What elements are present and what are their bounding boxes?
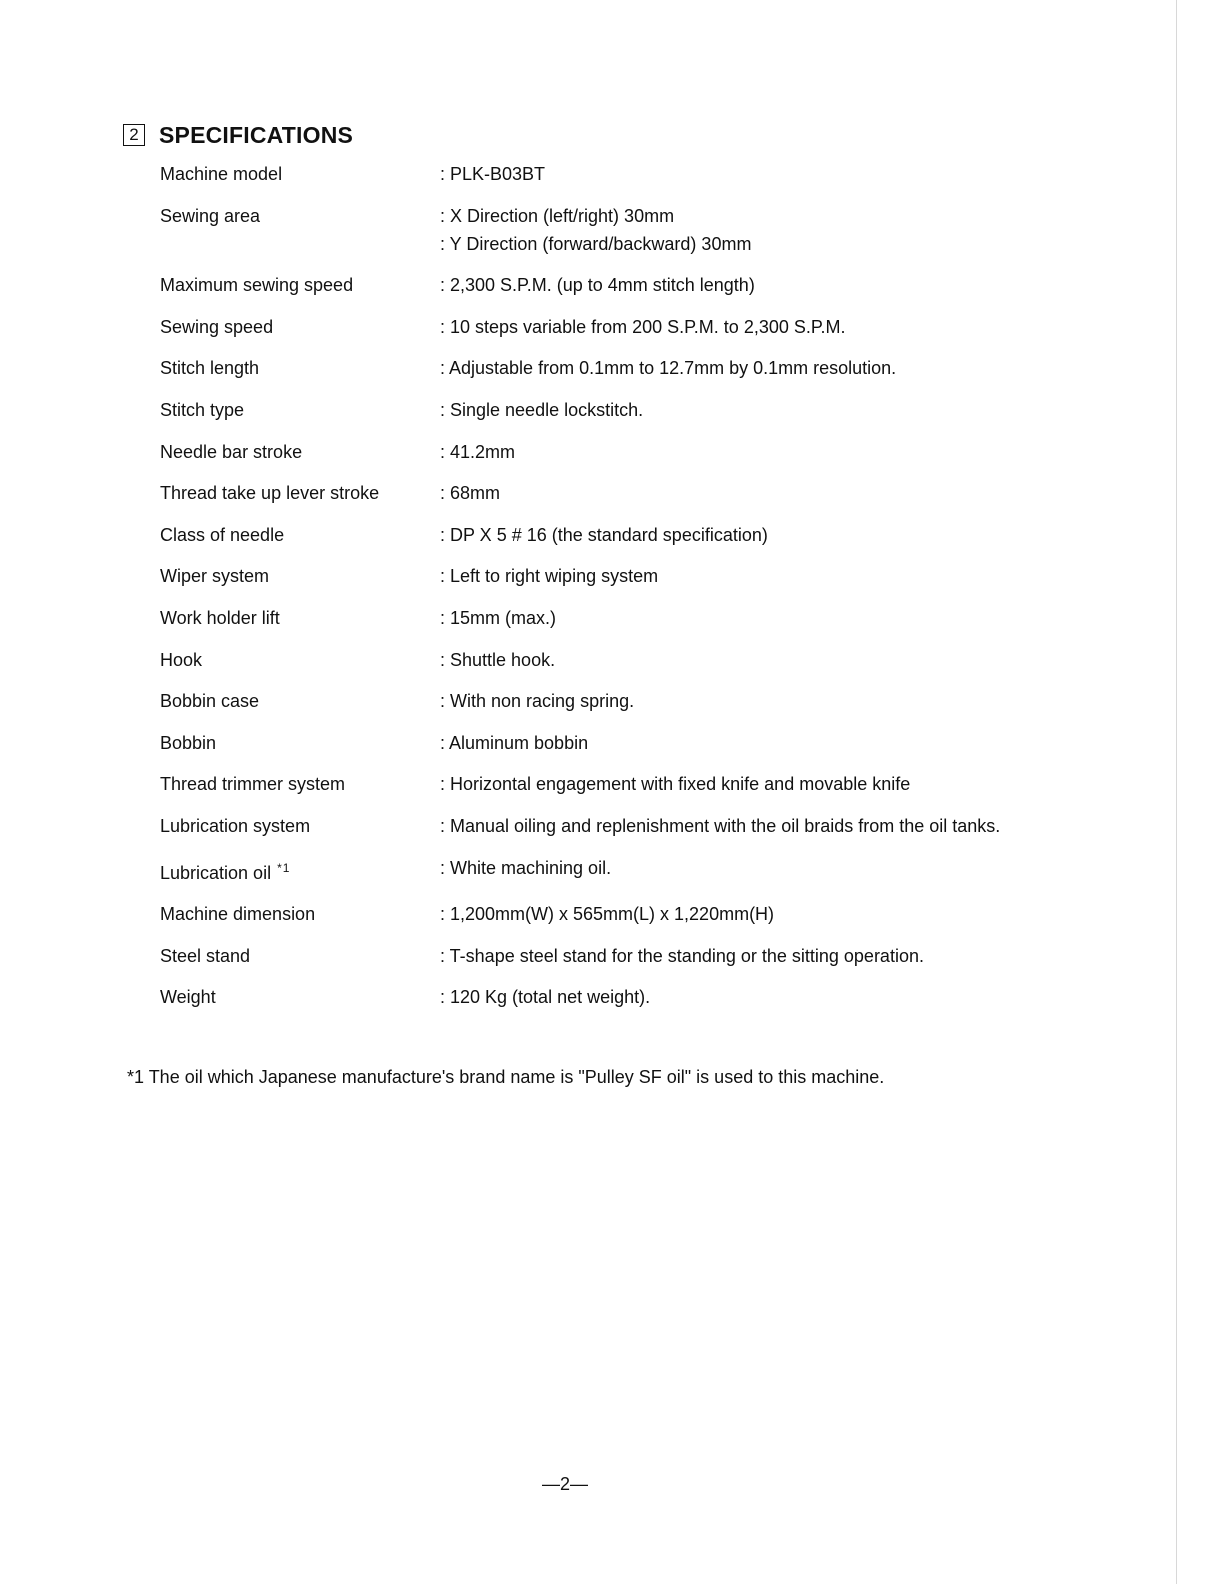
- spec-value: [440, 160, 1020, 188]
- spec-value-line: : T-shape steel stand for the standing or the sitting operation.: [440, 945, 924, 966]
- spec-value: [440, 812, 1020, 840]
- spec-value: [440, 604, 1020, 632]
- spec-row: [160, 202, 1020, 258]
- spec-row: [160, 438, 1020, 466]
- spec-row: [160, 942, 1020, 970]
- spec-value: [440, 271, 1020, 299]
- spec-label: Steel stand: [160, 945, 251, 966]
- spec-value-line: : Aluminum bobbin: [440, 732, 589, 753]
- spec-value: [440, 396, 1020, 424]
- spec-value: [440, 562, 1020, 590]
- spec-value-line: : 41.2mm: [440, 441, 516, 462]
- spec-row: [160, 313, 1020, 341]
- spec-row: [160, 562, 1020, 590]
- spec-value: [440, 942, 1020, 970]
- spec-value-line: : DP X 5 # 16 (the standard specification): [440, 524, 768, 545]
- spec-value-line: : White machining oil.: [440, 857, 612, 878]
- spec-value-line: : Horizontal engagement with fixed knife and movable knife: [440, 774, 911, 795]
- spec-label: Thread take up lever stroke: [160, 483, 380, 504]
- spec-label: [160, 854, 440, 887]
- spec-label: Thread trimmer system: [160, 774, 346, 795]
- spec-label-text: Lubrication oil: [160, 862, 272, 883]
- spec-label: Needle bar stroke: [160, 441, 303, 462]
- spec-label: Machine model: [160, 164, 283, 184]
- spec-value-line: : Left to right wiping system: [440, 566, 659, 587]
- spec-value-line: : 68mm: [440, 483, 501, 504]
- spec-value-line: : Manual oiling and replenishment with the oil braids from the oil tanks.: [440, 815, 1001, 836]
- spec-row: [160, 983, 1020, 1011]
- spec-label: Bobbin case: [160, 691, 260, 712]
- spec-row: [160, 521, 1020, 549]
- footnote-marker: *1: [277, 860, 291, 875]
- spec-row: [160, 729, 1020, 757]
- spec-label: Work holder lift: [160, 607, 280, 628]
- spec-row: [160, 770, 1020, 798]
- spec-value-line: : Shuttle hook.: [440, 649, 556, 670]
- spec-row: [160, 396, 1020, 424]
- spec-row: [160, 160, 1020, 188]
- spec-label: Sewing speed: [160, 316, 274, 337]
- spec-label: Maximum sewing speed: [160, 275, 354, 296]
- spec-value-line: : Y Direction (forward/backward) 30mm: [440, 233, 752, 254]
- spec-label: Stitch type: [160, 399, 245, 420]
- spec-value-line: : 2,300 S.P.M. (up to 4mm stitch length): [440, 275, 755, 296]
- spec-value-line: : 15mm (max.): [440, 607, 557, 628]
- spec-value: [440, 438, 1020, 466]
- specifications-list: [160, 160, 1020, 1025]
- spec-value-line: : PLK-B03BT: [440, 164, 546, 184]
- spec-value: [440, 354, 1020, 382]
- spec-value: [440, 687, 1020, 715]
- spec-row: [160, 354, 1020, 382]
- spec-value: [440, 854, 1020, 882]
- spec-value: [440, 202, 1020, 258]
- spec-value: [440, 521, 1020, 549]
- spec-value: [440, 900, 1020, 928]
- section-header: [123, 120, 353, 150]
- spec-label: Bobbin: [160, 732, 217, 753]
- section-title: SPECIFICATIONS: [159, 121, 354, 148]
- spec-row: [160, 854, 1020, 887]
- spec-label: Weight: [160, 987, 216, 1008]
- spec-value-line: : Adjustable from 0.1mm to 12.7mm by 0.1mm resolution.: [440, 358, 897, 379]
- spec-label: Stitch length: [160, 358, 260, 379]
- spec-value: [440, 729, 1020, 757]
- spec-row: [160, 900, 1020, 928]
- spec-value: [440, 646, 1020, 674]
- spec-row: [160, 604, 1020, 632]
- section-number-box: 2: [123, 124, 145, 146]
- spec-row: [160, 479, 1020, 507]
- spec-value: [440, 983, 1020, 1011]
- spec-row: [160, 271, 1020, 299]
- footnote: *1 The oil which Japanese manufacture's brand name is "Pulley SF oil" is used to this machine.: [127, 1067, 885, 1087]
- spec-value: [440, 479, 1020, 507]
- spec-label: Wiper system: [160, 566, 270, 587]
- spec-row: [160, 687, 1020, 715]
- page-edge-line: [1176, 0, 1177, 1584]
- spec-value: [440, 770, 1020, 798]
- spec-value-line: : 120 Kg (total net weight).: [440, 987, 651, 1008]
- spec-label: Machine dimension: [160, 904, 316, 925]
- spec-value-line: : Single needle lockstitch.: [440, 399, 644, 420]
- spec-label: Class of needle: [160, 524, 285, 545]
- spec-value: [440, 313, 1020, 341]
- spec-row: [160, 812, 1020, 840]
- spec-label: Sewing area: [160, 205, 261, 226]
- spec-value-line: : With non racing spring.: [440, 691, 635, 712]
- spec-value-line: : 1,200mm(W) x 565mm(L) x 1,220mm(H): [440, 904, 775, 925]
- page-number: —2—: [541, 1474, 588, 1494]
- spec-label: Hook: [160, 649, 203, 670]
- spec-row: [160, 646, 1020, 674]
- spec-value-line: : 10 steps variable from 200 S.P.M. to 2,300 S.P.M.: [440, 316, 846, 337]
- spec-label: Lubrication system: [160, 815, 311, 836]
- spec-value-line: : X Direction (left/right) 30mm: [440, 205, 675, 226]
